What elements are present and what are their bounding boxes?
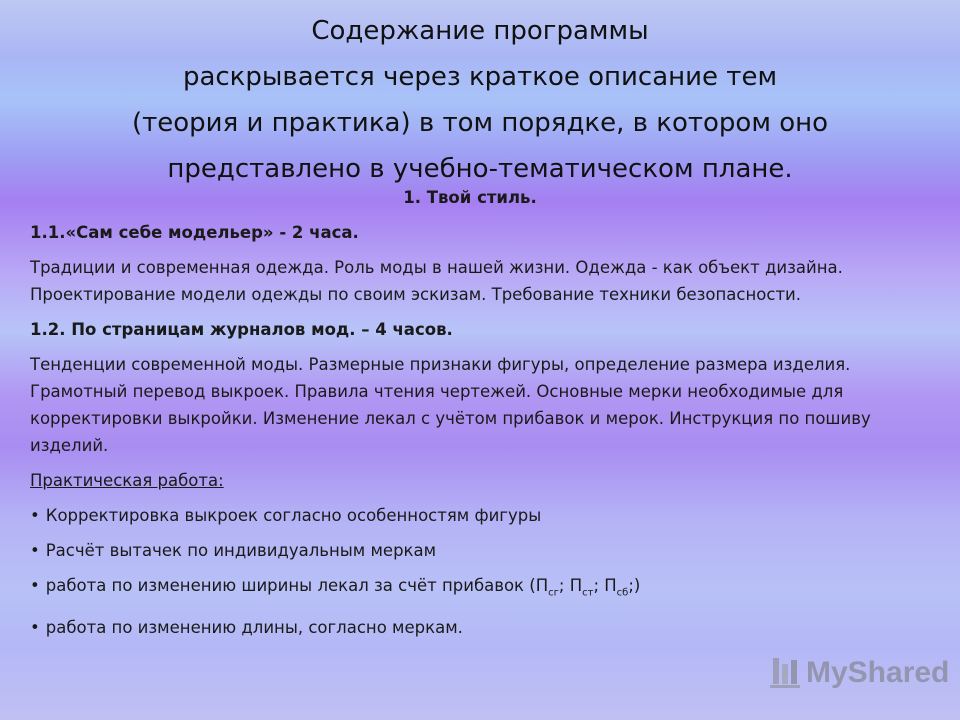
practice-item-1 xyxy=(30,502,910,529)
topic-2-heading: 1.2. По страницам журналов мод. – 4 часов. xyxy=(30,320,453,339)
bullet-icon: • xyxy=(30,576,40,595)
practice-item-3 xyxy=(30,572,910,606)
myshared-logo-icon xyxy=(770,656,800,690)
subscript-sb: сб xyxy=(616,587,629,599)
topic-2-text: Тенденции современной моды. Размерные признаки фигуры, определение размера изделия. Грамотный перевод выкроек. Правила чтения чертежей. Основные мерки необходимые для корректировки выкройки. Изменение лекал с учётом прибавок и мерок. Инструкция по пошиву изделий. xyxy=(30,355,871,455)
title-line-1: Содержание программы xyxy=(311,16,649,46)
title-line-2: раскрывается через краткое описание тем xyxy=(182,62,778,92)
section-heading: 1. Твой стиль. xyxy=(403,188,537,207)
bullet-icon: • xyxy=(30,506,40,525)
myshared-watermark xyxy=(770,656,949,690)
subscript-st: ст xyxy=(582,587,594,599)
slide-content xyxy=(30,184,910,649)
bullet-icon: • xyxy=(30,618,40,638)
practice-item-2-text: Расчёт вытачек по индивидуальным меркам xyxy=(45,541,437,560)
subscript-sg: сг xyxy=(548,587,559,599)
title-line-3: (теория и практика) в том порядке, в котором оно xyxy=(131,108,829,138)
practice-item-4-text: работа по изменению длины, согласно меркам. xyxy=(45,618,463,638)
title-line-4: представлено в учебно-тематическом плане. xyxy=(167,154,793,184)
practice-item-4 xyxy=(30,614,910,641)
myshared-logo-text: MyShared xyxy=(806,656,950,689)
bullet-icon: • xyxy=(30,541,40,560)
practice-heading: Практическая работа: xyxy=(30,471,224,490)
topic-1-heading: 1.1.«Сам себе модельер» - 2 часа. xyxy=(30,223,359,242)
practice-item-2 xyxy=(30,537,910,564)
slide-title xyxy=(0,8,960,192)
topic-1-text: Традиции и современная одежда. Роль моды в нашей жизни. Одежда - как объект дизайна. Проектирование модели одежды по своим эскизам. Требование техники безопасности. xyxy=(30,258,843,304)
practice-item-3-text: работа по изменению ширины лекал за счёт прибавок ($П_{сг}$; $П_{ст}$; $П_{сб}$;) xyxy=(45,576,641,599)
practice-item-1-text: Корректировка выкроек согласно особенностям фигуры xyxy=(45,506,542,525)
